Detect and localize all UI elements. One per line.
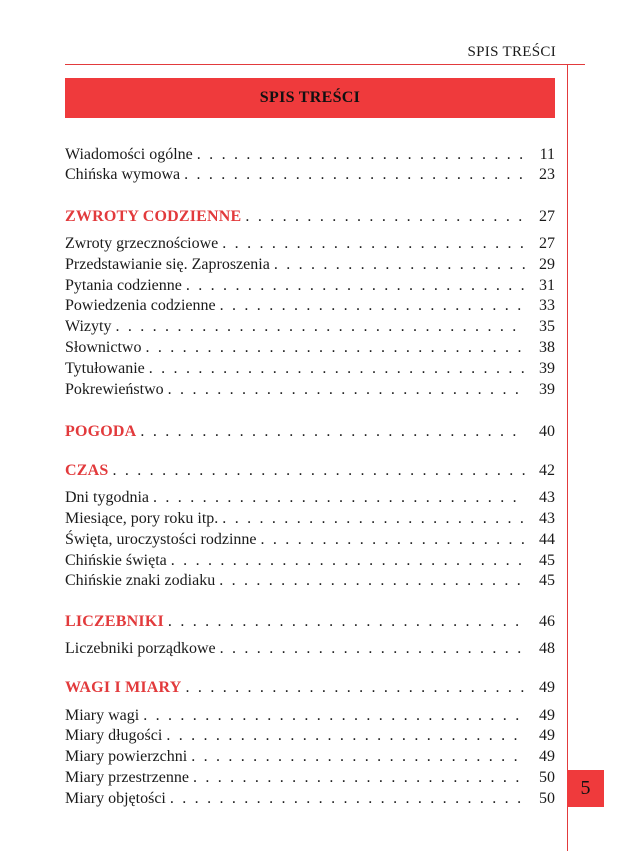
dot-leader — [153, 487, 525, 509]
running-head: SPIS TREŚCI — [467, 44, 556, 60]
toc-entry-label: Przedstawianie się. Zaproszenia — [65, 256, 270, 273]
toc-section-label: LICZEBNIKI — [65, 613, 164, 630]
toc-entry-label: Tytułowanie — [65, 360, 145, 377]
toc-section — [65, 206, 555, 228]
toc-entry — [65, 705, 555, 727]
toc-entry-page: 38 — [539, 339, 555, 356]
toc-entry-label: Miary wagi — [65, 707, 140, 724]
dot-leader — [168, 611, 525, 633]
toc-section-label: WAGI I MIARY — [65, 679, 182, 696]
toc-entry — [65, 570, 555, 592]
toc-section-label: CZAS — [65, 462, 109, 479]
toc-entry — [65, 337, 555, 359]
dot-leader — [193, 767, 525, 789]
toc-entry-page: 43 — [539, 489, 555, 506]
toc-entry-page: 50 — [539, 769, 555, 786]
dot-leader — [140, 421, 525, 443]
dot-leader — [168, 379, 525, 401]
toc-entry-label: Liczebniki porządkowe — [65, 640, 216, 657]
dot-leader — [261, 529, 526, 551]
toc-entry-page: 33 — [539, 297, 555, 314]
toc-entry — [65, 767, 555, 789]
dot-leader — [186, 275, 525, 297]
toc-entry-label: Pokrewieństwo — [65, 381, 164, 398]
toc-entry — [65, 746, 555, 768]
toc-entry-page: 49 — [539, 707, 555, 724]
dot-leader — [166, 725, 525, 747]
toc-entry — [65, 316, 555, 338]
toc-section — [65, 460, 555, 482]
dot-leader — [222, 233, 525, 255]
toc-entry-label: Miary objętości — [65, 790, 166, 807]
toc-entry-page: 11 — [539, 146, 555, 163]
toc-entry-page: 48 — [539, 640, 555, 657]
toc-section-page: 42 — [539, 462, 555, 479]
toc-entry-label: Chińskie święta — [65, 552, 167, 569]
toc-entry-page: 43 — [539, 510, 555, 527]
page-number-tab — [567, 770, 604, 807]
toc-entry-page: 35 — [539, 318, 555, 335]
dot-leader — [245, 206, 525, 228]
dot-leader — [222, 508, 525, 530]
toc-entry — [65, 379, 555, 401]
toc-entry-label: Słownictwo — [65, 339, 142, 356]
toc-entry-page: 39 — [539, 381, 555, 398]
toc-entry — [65, 144, 555, 166]
toc-section — [65, 677, 555, 699]
toc-entry — [65, 487, 555, 509]
dot-leader — [220, 295, 525, 317]
toc-entry-label: Chińskie znaki zodiaku — [65, 572, 216, 589]
toc-entry-label: Miary długości — [65, 727, 163, 744]
toc-entry — [65, 358, 555, 380]
dot-leader — [115, 316, 525, 338]
toc-entry-label: Miary przestrzenne — [65, 769, 189, 786]
toc-entry — [65, 508, 555, 530]
dot-leader — [220, 638, 525, 660]
toc-entry-page: 23 — [539, 166, 555, 183]
page-title: SPIS TREŚCI — [259, 89, 361, 106]
toc-section — [65, 421, 555, 443]
toc-entry-label: Miesiące, pory roku itp. — [65, 510, 219, 527]
toc-entry-label: Powiedzenia codzienne — [65, 297, 216, 314]
dot-leader — [143, 705, 525, 727]
toc-entry-page: 27 — [539, 235, 555, 252]
dot-leader — [149, 358, 525, 380]
toc-entry-page: 49 — [539, 727, 555, 744]
dot-leader — [219, 570, 525, 592]
toc-entry — [65, 638, 555, 660]
toc-entry-page: 39 — [539, 360, 555, 377]
toc-entry — [65, 254, 555, 276]
toc-entry-label: Wizyty — [65, 318, 112, 335]
toc-entry-page: 29 — [539, 256, 555, 273]
dot-leader — [170, 788, 525, 810]
toc-section-page: 27 — [539, 208, 555, 225]
toc-entry — [65, 550, 555, 572]
toc-entry-label: Miary powierzchni — [65, 748, 188, 765]
dot-leader — [197, 144, 525, 166]
toc-entry-label: Chińska wymowa — [65, 166, 181, 183]
toc-entry — [65, 788, 555, 810]
toc-entry-page: 45 — [539, 572, 555, 589]
toc-entry-page: 44 — [539, 531, 555, 548]
dot-leader — [186, 677, 525, 699]
toc-entry-label: Święta, uroczystości rodzinne — [65, 531, 257, 548]
toc-entry — [65, 295, 555, 317]
dot-leader — [112, 460, 525, 482]
toc-entry-page: 50 — [539, 790, 555, 807]
toc-entry — [65, 725, 555, 747]
toc-entry — [65, 164, 555, 186]
toc-entry — [65, 233, 555, 255]
toc-entry — [65, 275, 555, 297]
toc-entry — [65, 529, 555, 551]
toc-section — [65, 611, 555, 633]
toc-entry-label: Pytania codzienne — [65, 277, 182, 294]
toc-section-page: 40 — [539, 423, 555, 440]
dot-leader — [184, 164, 525, 186]
toc-section-label: POGODA — [65, 423, 137, 440]
toc-entry-page: 45 — [539, 552, 555, 569]
toc-entry-label: Dni tygodnia — [65, 489, 149, 506]
toc-entry-page: 49 — [539, 748, 555, 765]
toc-section-label: ZWROTY CODZIENNE — [65, 208, 242, 225]
toc-entry-label: Zwroty grzecznościowe — [65, 235, 219, 252]
toc-entry-label: Wiadomości ogólne — [65, 146, 193, 163]
toc-section-page: 46 — [539, 613, 555, 630]
dot-leader — [191, 746, 525, 768]
page-number: 5 — [580, 777, 591, 799]
toc-section-page: 49 — [539, 679, 555, 696]
dot-leader — [274, 254, 525, 276]
dot-leader — [145, 337, 525, 359]
dot-leader — [171, 550, 525, 572]
toc-entry-page: 31 — [539, 277, 555, 294]
